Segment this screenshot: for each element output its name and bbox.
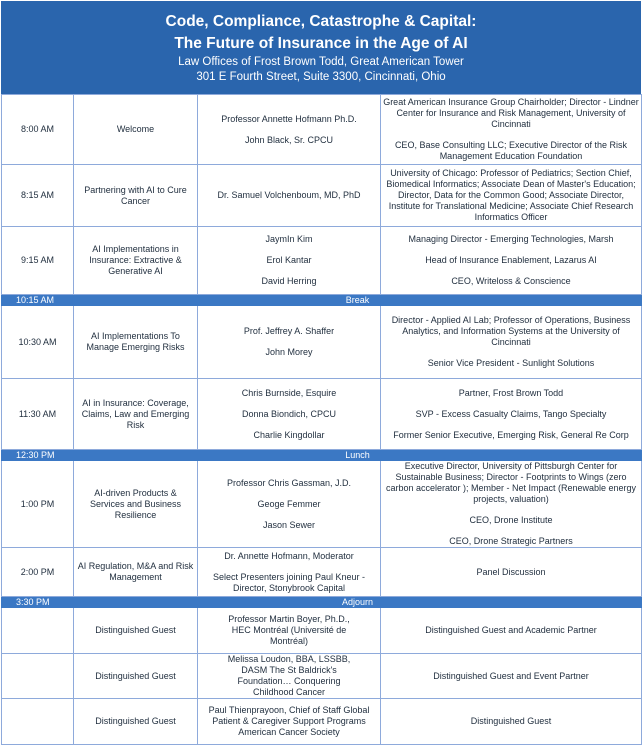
time-cell: 11:30 AM [2,379,74,450]
affiliations-cell [381,379,642,450]
speaker: Erol Kantar [266,255,312,265]
affiliation: Former Senior Executive, Emerging Risk, General Re Corp [393,429,629,440]
time-cell [2,608,74,654]
session-cell: AI-driven Products & Services and Business Resilience [74,461,198,548]
affiliations-cell [381,608,642,654]
affiliations-cell [381,654,642,699]
session-cell: Distinguished Guest [74,608,198,654]
speakers-cell [198,165,381,227]
speaker: Select Presenters joining Paul Kneur - Director, Stonybrook Capital [212,571,366,593]
speaker: Dr. Annette Hofmann, Moderator [224,550,354,561]
speaker: Professor Martin Boyer, Ph.D., HEC Montréal (Université de Montréal) [228,614,350,646]
guest-row [2,654,642,699]
speakers-cell [198,548,381,597]
affiliations-cell [381,95,642,165]
speaker: Chris Burnside, Esquire [241,387,337,398]
affiliation: Distinguished Guest [470,716,552,726]
speaker: John Black, Sr. CPCU [244,134,334,145]
session-cell: Distinguished Guest [74,654,198,699]
affiliation: CEO, Drone Strategic Partners [449,536,573,546]
affiliation: CEO, Base Consulting LLC; Executive Director of the Risk Management Education Foundation [394,140,628,161]
speakers-cell [198,379,381,450]
agenda-row [2,227,642,295]
speaker: David Herring [261,276,317,286]
break-row [2,295,642,306]
venue: Law Offices of Frost Brown Todd, Great American Tower [178,56,464,68]
speakers-cell [198,654,381,699]
affiliation: Distinguished Guest and Event Partner [433,670,589,681]
affiliation: Managing Director - Emerging Technologies, Marsh [408,234,614,244]
break-time: 3:30 PM [2,597,74,608]
speaker: Professor Chris Gassman, J.D. [226,477,352,488]
session-cell: Distinguished Guest [74,699,198,745]
break-label: Break [74,295,642,306]
speaker: Paul Thienprayoon, Chief of Staff Global Patient & Caregiver Support Programs American Cancer Society [208,705,370,737]
break-row [2,597,642,608]
affiliations-cell [381,227,642,295]
session-cell: AI Regulation, M&A and Risk Management [74,548,198,597]
affiliations-cell [381,548,642,597]
session-cell: Welcome [74,95,198,165]
affiliation: CEO, Drone Institute [469,515,553,525]
break-label: Lunch [74,450,642,461]
agenda-row [2,306,642,379]
agenda-page [1,1,641,737]
address: 301 E Fourth Street, Suite 3300, Cincinnati, Ohio [196,71,446,83]
break-time: 10:15 AM [2,295,74,306]
speaker: Charlie Kingdollar [253,429,325,440]
affiliation: CEO, Writeloss & Conscience [451,276,571,286]
affiliation: Director - Applied AI Lab; Professor of Operations, Business Analytics, and Information Systems at the University of Cincinnati [391,315,631,347]
speaker: Jason Sewer [262,519,316,530]
agenda-row [2,165,642,227]
time-cell [2,654,74,699]
speakers-cell [198,95,381,165]
agenda-row [2,379,642,450]
speaker: JaymIn Kim [265,234,313,244]
affiliations-cell [381,461,642,548]
affiliation: Great American Insurance Group Chairholder; Director - Lindner Center for Insurance and Risk Management, University of Cincinnati [383,97,639,129]
time-cell: 10:30 AM [2,306,74,379]
title-line-1: Code, Compliance, Catastrophe & Capital: [165,13,477,30]
affiliation: Distinguished Guest and Academic Partner [425,625,597,635]
speaker: Donna Biondich, CPCU [241,408,337,419]
affiliation: University of Chicago: Professor of Pediatrics; Section Chief, Biomedical Informatics; Associate Dean of Master's Education; Director, Data for the Common Good; Associate Director, Institute for Translational Medicine; Associate Chief Research Informatics Officer [386,168,636,222]
affiliation: Head of Insurance Enablement, Lazarus AI [425,255,597,265]
affiliation: Senior Vice President - Sunlight Solutions [427,358,595,368]
time-cell: 2:00 PM [2,548,74,597]
time-cell: 1:00 PM [2,461,74,548]
affiliation: Panel Discussion [476,566,546,577]
agenda-row [2,95,642,165]
speaker: John Morey [265,347,313,357]
time-cell: 8:15 AM [2,165,74,227]
affiliations-cell [381,306,642,379]
session-cell: Partnering with AI to Cure Cancer [74,165,198,227]
affiliation: Executive Director, University of Pittsburgh Center for Sustainable Business; Director - Footprints to Wings (zero carbon accelerator ); Member - Net Impact (Renewable energy projects, valuation) [385,461,637,504]
title-line-2: The Future of Insurance in the Age of AI [174,35,468,52]
speaker: Prof. Jeffrey A. Shaffer [243,326,335,336]
time-cell: 9:15 AM [2,227,74,295]
affiliations-cell [381,165,642,227]
agenda-table [1,94,642,745]
session-cell: AI Implementations To Manage Emerging Risks [74,306,198,379]
speakers-cell [198,608,381,654]
speaker: Geoge Femmer [257,498,321,509]
affiliation: Partner, Frost Brown Todd [458,387,564,398]
speaker: Melissa Loudon, BBA, LSSBB, DASM The St Baldrick's Foundation… Conquering Childhood Cancer [227,654,351,697]
speakers-cell [198,461,381,548]
break-label: Adjourn [74,597,642,608]
agenda-row [2,548,642,597]
speaker: Professor Annette Hofmann Ph.D. [221,113,357,124]
speaker: Dr. Samuel Volchenboum, MD, PhD [217,190,361,200]
guest-row [2,608,642,654]
break-row [2,450,642,461]
time-cell: 8:00 AM [2,95,74,165]
speakers-cell [198,227,381,295]
agenda-row [2,461,642,548]
agenda-header [1,1,641,94]
session-cell: AI Implementations in Insurance: Extractive & Generative AI [74,227,198,295]
session-cell: AI in Insurance: Coverage, Claims, Law and Emerging Risk [74,379,198,450]
break-time: 12:30 PM [2,450,74,461]
affiliation: SVP - Excess Casualty Claims, Tango Specialty [415,408,607,419]
speakers-cell [198,306,381,379]
